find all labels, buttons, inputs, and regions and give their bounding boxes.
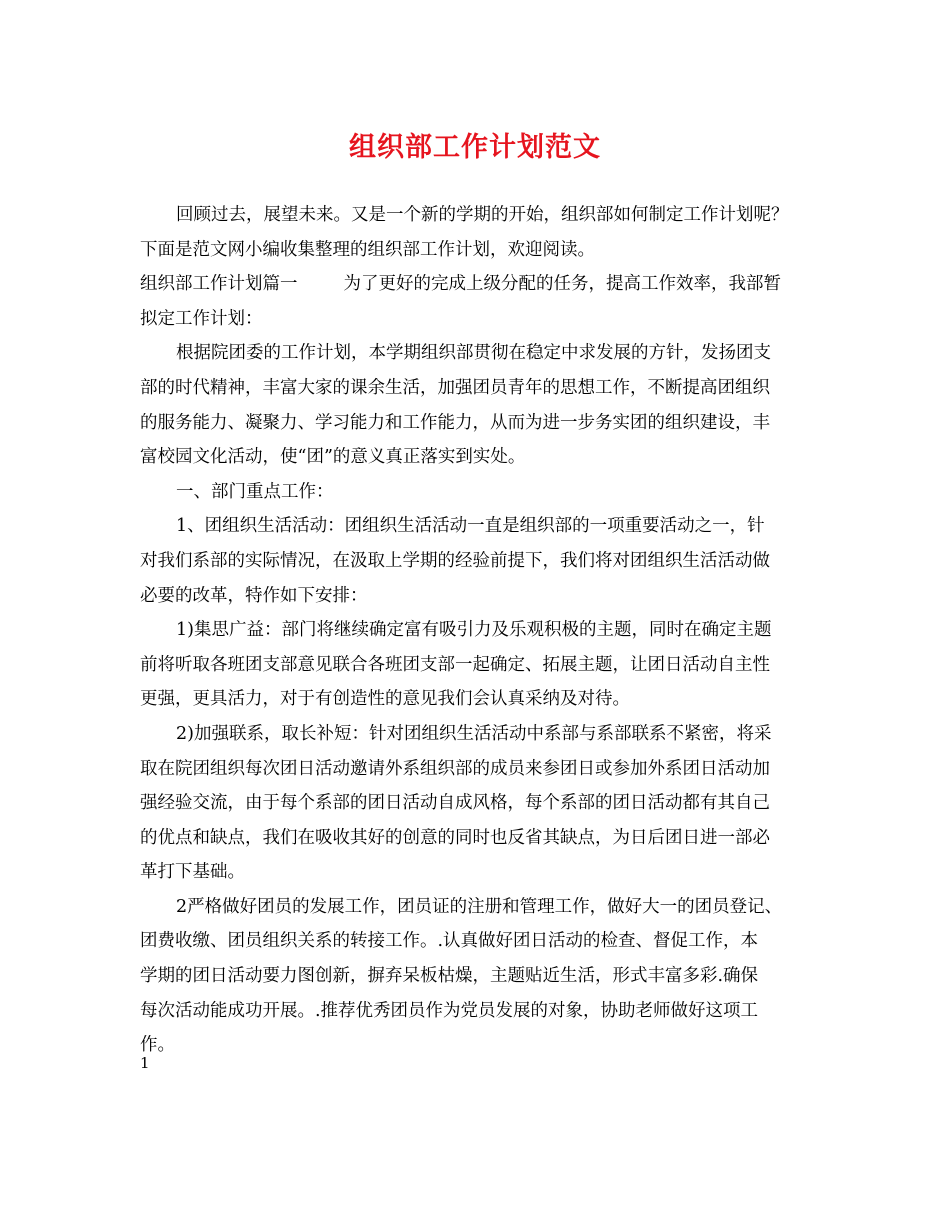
section-heading: 组织部工作计划篇一 — [140, 274, 298, 295]
paragraph-line: 前将听取各班团支部意见联合各班团支部一起确定、拓展主题，让团日活动自主性 — [140, 654, 770, 675]
paragraph-line: 的优点和缺点，我们在吸收其好的创意的同时也反省其缺点，为日后团日进一部必 — [140, 827, 770, 848]
page-number: 1 — [140, 1054, 150, 1072]
paragraph-line: 的服务能力、凝聚力、学习能力和工作能力，从而为进一步务实团的组织建设，丰 — [140, 412, 770, 433]
document-body — [140, 198, 828, 1063]
paragraph-line: 部的时代精神，丰富大家的课余生活，加强团员青年的思想工作，不断提高团组织 — [140, 377, 770, 398]
paragraph-line: 回顾过去，展望未来。又是一个新的学期的开始，组织部如何制定工作计划呢？ — [176, 205, 789, 225]
paragraph-line: 学期的团日活动要力图创新，摒弃呆板枯燥，主题贴近生活，形式丰富多彩.确保 — [140, 966, 759, 987]
paragraph-line: 下面是范文网小编收集整理的组织部工作计划，欢迎阅读。 — [140, 239, 595, 260]
document-title: 组织部工作计划范文 — [349, 132, 601, 163]
paragraph-line: 团费收缴、团员组织关系的转接工作。.认真做好团日活动的检查、督促工作，本 — [140, 931, 759, 952]
section-heading-line — [140, 267, 828, 302]
paragraph-line: 更强，更具活力，对于有创造性的意见我们会认真采纳及对待。 — [140, 689, 630, 710]
paragraph-line: 革打下基础。 — [140, 862, 245, 883]
paragraph-line: 1、团组织生活活动：团组织生活活动一直是组织部的一项重要活动之一，针 — [176, 516, 765, 537]
paragraph-line: 取在院团组织每次团日活动邀请外系组织部的成员来参团日或参加外系团日活动加 — [140, 758, 770, 779]
paragraph-line: 拟定工作计划： — [140, 308, 263, 329]
paragraph-line: 富校园文化活动，使“团”的意义真正落实到实处。 — [140, 447, 526, 468]
paragraph-line: 作。 — [140, 1035, 175, 1056]
paragraph-line: 一、部门重点工作： — [176, 481, 334, 502]
paragraph-line: 2)加强联系，取长补短：针对团组织生活活动中系部与系部联系不紧密，将采 — [176, 723, 772, 744]
paragraph-line: 必要的改革，特作如下安排： — [140, 585, 368, 606]
paragraph-line: 强经验交流，由于每个系部的团日活动自成风格，每个系部的团日活动都有其自己 — [140, 793, 770, 814]
paragraph-line: 根据院团委的工作计划，本学期组织部贯彻在稳定中求发展的方针，发扬团支 — [176, 343, 771, 364]
paragraph-line: 1)集思广益：部门将继续确定富有吸引力及乐观积极的主题，同时在确定主题 — [176, 620, 772, 641]
paragraph-line: 对我们系部的实际情况，在汲取上学期的经验前提下，我们将对团组织生活活动做 — [140, 550, 770, 571]
paragraph-line: 2严格做好团员的发展工作，团员证的注册和管理工作，做好大一的团员登记、 — [176, 896, 783, 917]
paragraph-text: 为了更好的完成上级分配的任务，提高工作效率，我部暂 — [343, 274, 781, 295]
paragraph-line: 每次活动能成功开展。.推荐优秀团员作为党员发展的对象，协助老师做好这项工 — [140, 1000, 759, 1021]
